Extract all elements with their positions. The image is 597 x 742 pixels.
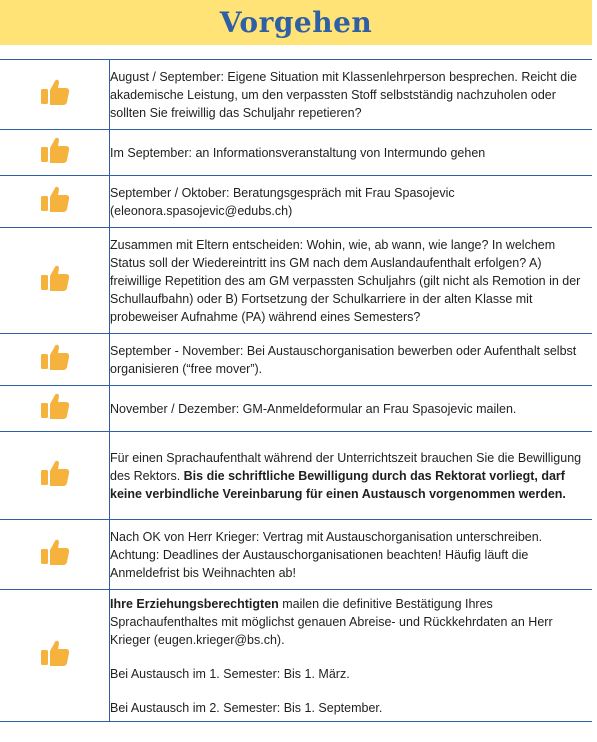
step-text: September - November: Bei Austauschorganisation bewerben oder Aufenthalt selbst organisieren (“free mover”). (110, 343, 577, 376)
thumbs-up-icon (40, 538, 70, 566)
thumbs-up-icon (40, 78, 70, 106)
step-text-bold: Bis die schriftliche Bewilligung durch das Rektorat vorliegt, darf keine verbindliche Vereinbarung für einen Austausch vorgenommen werden. (110, 468, 566, 501)
thumbs-up-icon (40, 136, 70, 164)
step-text: November / Dezember: GM-Anmeldeformular an Frau Spasojevic mailen. (110, 401, 517, 416)
page-title: Vorgehen (219, 6, 373, 39)
thumbs-up-icon (40, 392, 70, 420)
table-row (0, 60, 592, 130)
table-row (0, 590, 592, 722)
step-text-plain: mailen die definitive Bestätigung Ihres Sprachaufenthaltes mit möglichst genauen Abreise- und Rückkehrdaten an Herr Krieger (eugen.krieger@bs.ch). (110, 596, 553, 647)
step-text: September / Oktober: Beratungsgespräch mit Frau Spasojevic (eleonora.spasojevic@edubs.ch) (110, 185, 455, 218)
table-row (0, 520, 592, 590)
table-row (0, 334, 592, 386)
table-row (0, 130, 592, 176)
deadline-first-semester: Bei Austausch im 1. Semester: Bis 1. März. (110, 666, 350, 681)
step-text (110, 449, 592, 503)
deadline-second-semester: Bei Austausch im 2. Semester: Bis 1. September. (110, 700, 383, 715)
thumbs-up-icon (40, 343, 70, 371)
step-text: Im September: an Informationsveranstaltung von Intermundo gehen (110, 145, 486, 160)
thumbs-up-icon (40, 185, 70, 213)
thumbs-up-icon (40, 639, 70, 667)
thumbs-up-icon (40, 459, 70, 487)
step-text-bold: Ihre Erziehungsberechtigten (110, 596, 279, 611)
step-text: Zusammen mit Eltern entscheiden: Wohin, wie, ab wann, wie lange? In welchem Status soll der Wiedereintritt ins GM nach dem Auslandaufenthalt erfolgen? A) freiwillige Repetition des am GM verpassten Schuljahrs (gilt nicht als Remotion in der Schullaufbahn) oder B) Fortsetzung der Schulkarriere in der alten Klasse mit probeweiser Aufnahme (PA) während eines Semesters? (110, 237, 581, 324)
table-row (0, 228, 592, 334)
table-row (0, 386, 592, 432)
table-row (0, 176, 592, 228)
step-text: Nach OK von Herr Krieger: Vertrag mit Austauschorganisation unterschreiben. Achtung: Deadlines der Austauschorganisationen beachten! Häufig läuft die Anmeldefrist bis Weihnachten ab! (110, 529, 543, 580)
table-row (0, 432, 592, 520)
step-text-plain: Für einen Sprachaufenthalt während der Unterrichtszeit brauchen Sie die Bewilligung des Rektors. (110, 450, 582, 483)
steps-table (0, 59, 592, 722)
step-text: August / September: Eigene Situation mit Klassenlehrperson besprechen. Reicht die akademische Leistung, um den verpassten Stoff selbstständig nachzuholen oder sollten Sie freiwillig das Schuljahr repetieren? (110, 69, 577, 120)
step-text (110, 595, 592, 649)
thumbs-up-icon (40, 264, 70, 292)
title-banner (0, 0, 592, 45)
